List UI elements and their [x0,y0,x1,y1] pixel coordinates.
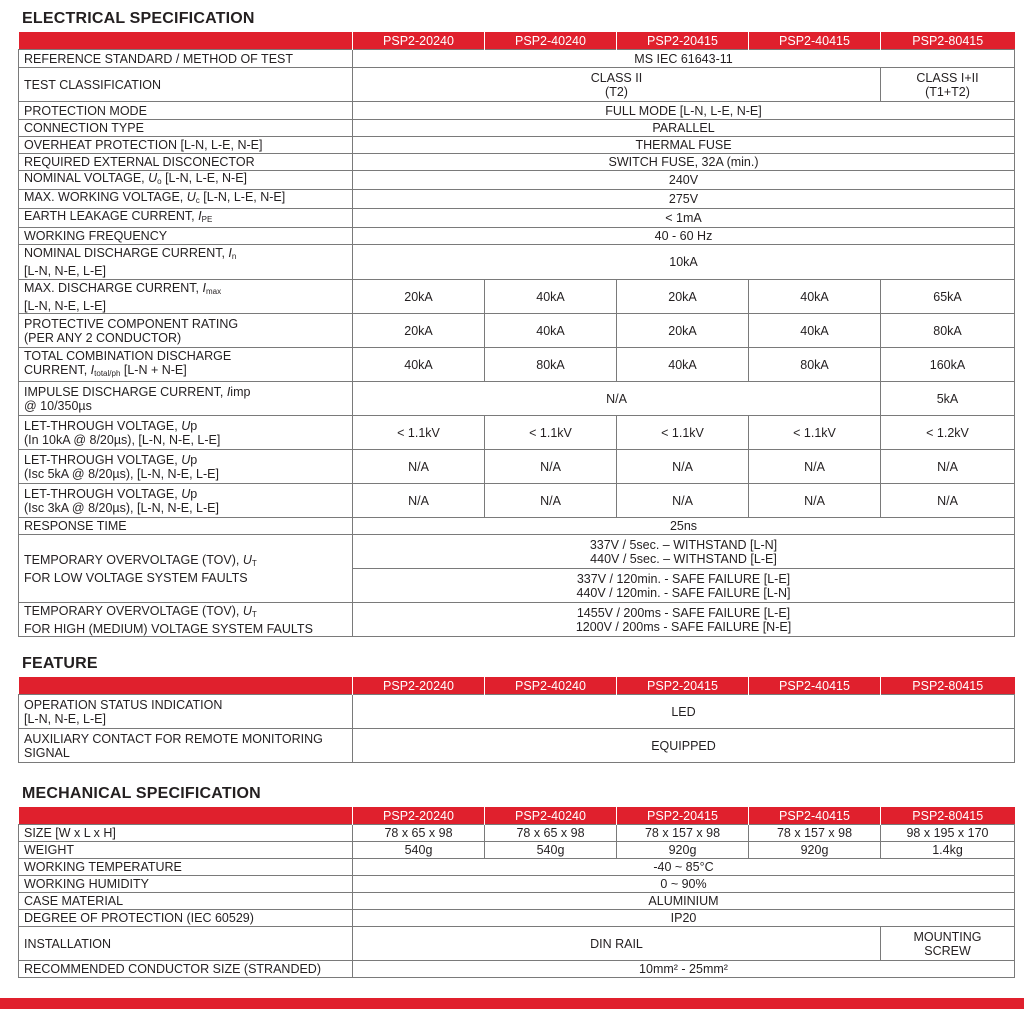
header-blank [19,677,353,695]
electrical-header-row [19,32,1015,50]
label-text: p [190,452,198,467]
row-label [19,348,353,382]
label-text: (Isc 5kA @ 8/20µs), [L-N, N-E, L-E] [24,466,219,481]
row-label [19,382,353,416]
value-line: 1200V / 200ms - SAFE FAILURE [N-E] [575,619,792,634]
model-header: PSP2-40415 [749,32,881,50]
row-value: N/A [353,382,881,416]
label-text: p [190,486,198,501]
value-line: SCREW [924,943,971,958]
header-blank [19,32,353,50]
table-row [19,729,1015,763]
row-value [353,535,1015,569]
table-row [19,910,1015,927]
table-row [19,450,1015,484]
label-text: CURRENT, [24,362,91,377]
symbol: U [181,452,191,467]
cell-value: N/A [353,450,485,484]
row-value: IP20 [353,910,1015,927]
row-label [19,190,353,209]
row-value: -40 ~ 85°C [353,859,1015,876]
model-header: PSP2-40240 [485,807,617,825]
row-label [19,314,353,348]
symbol: I [226,384,231,399]
table-row [19,535,1015,569]
value-line: 337V / 120min. - SAFE FAILURE [L-E] [576,571,791,586]
table-row [19,695,1015,729]
subscript: o [157,177,162,186]
value-line: 337V / 5sec. – WITHSTAND [L-N] [589,537,778,552]
row-value: THERMAL FUSE [353,137,1015,154]
cell-value: N/A [881,450,1015,484]
cell-value: N/A [749,450,881,484]
symbol: I [198,209,202,223]
table-row [19,348,1015,382]
subscript: n [231,252,237,261]
cell-value: 78 x 157 x 98 [749,825,881,842]
row-label: DEGREE OF PROTECTION (IEC 60529) [19,910,353,927]
table-row [19,68,1015,102]
row-value: 10mm² - 25mm² [353,961,1015,978]
row-label [19,535,353,603]
cell-value: 40kA [749,280,881,314]
cell-value: 78 x 157 x 98 [617,825,749,842]
row-label: CASE MATERIAL [19,893,353,910]
symbol: I [228,246,232,260]
row-label: REQUIRED EXTERNAL DISCONECTOR [19,154,353,171]
row-value: 10kA [353,245,1015,280]
cell-value: 40kA [617,348,749,382]
cell-value: 78 x 65 x 98 [353,825,485,842]
electrical-spec-table [18,32,1015,637]
table-row [19,102,1015,120]
symbol: U [186,190,196,204]
row-value: 25ns [353,518,1015,535]
table-row [19,484,1015,518]
table-row [19,825,1015,842]
label-text: [L-N, L-E, N-E] [161,171,248,185]
row-value: 0 ~ 90% [353,876,1015,893]
table-row [19,859,1015,876]
model-header: PSP2-40415 [749,807,881,825]
cell-value: 20kA [353,280,485,314]
symbol: I [90,362,95,377]
table-row [19,209,1015,228]
label-text: OPERATION STATUS INDICATION [24,697,223,712]
symbol: U [242,552,252,567]
label-text: MAX. WORKING VOLTAGE, [24,190,187,204]
cell-value: 40kA [485,280,617,314]
model-header: PSP2-40240 [485,32,617,50]
cell-value: < 1.1kV [353,416,485,450]
label-text: [L-N, L-E, N-E] [199,190,286,204]
model-header: PSP2-20240 [353,807,485,825]
table-row [19,842,1015,859]
row-value [881,68,1015,102]
row-value: FULL MODE [L-N, L-E, N-E] [353,102,1015,120]
model-header: PSP2-20415 [617,807,749,825]
header-blank [19,807,353,825]
label-text: TEMPORARY OVERVOLTAGE (TOV), [24,552,243,567]
model-header: PSP2-20240 [353,32,485,50]
label-text: TEMPORARY OVERVOLTAGE (TOV), [24,603,243,618]
subscript: T [251,558,257,568]
row-value: EQUIPPED [353,729,1015,763]
cell-value: 5kA [881,382,1015,416]
row-label: WEIGHT [19,842,353,859]
cell-value: N/A [353,484,485,518]
table-row [19,171,1015,190]
table-row [19,382,1015,416]
row-label: RECOMMENDED CONDUCTOR SIZE (STRANDED) [19,961,353,978]
symbol: U [148,171,158,185]
feature-header-row [19,677,1015,695]
label-text: TOTAL COMBINATION DISCHARGE [24,348,232,363]
bottom-accent-bar [0,998,1024,1009]
row-value: ALUMINIUM [353,893,1015,910]
row-label [19,280,353,314]
cell-value: N/A [485,484,617,518]
cell-value: N/A [749,484,881,518]
cell-value: 920g [749,842,881,859]
table-row [19,416,1015,450]
cell-value: 40kA [749,314,881,348]
table-row [19,137,1015,154]
row-label [19,171,353,190]
cell-value: N/A [485,450,617,484]
label-text: (PER ANY 2 CONDUCTOR) [24,330,182,345]
label-text: [L-N, N-E, L-E] [24,264,106,278]
symbol: U [181,418,191,433]
model-header: PSP2-20415 [617,32,749,50]
row-label: REFERENCE STANDARD / METHOD OF TEST [19,50,353,68]
cell-value: 20kA [353,314,485,348]
row-label: PROTECTION MODE [19,102,353,120]
table-row [19,961,1015,978]
cell-value: 40kA [485,314,617,348]
model-header: PSP2-20240 [353,677,485,695]
subscript: total/ph [94,368,121,378]
table-row [19,190,1015,209]
value-line: (T2) [605,84,628,99]
cell-value: 80kA [749,348,881,382]
label-text: [L-N, N-E, L-E] [24,711,106,726]
row-label: TEST CLASSIFICATION [19,68,353,102]
cell-value: N/A [617,450,749,484]
cell-value: N/A [881,484,1015,518]
label-text: p [190,418,198,433]
row-label [19,209,353,228]
row-value: < 1mA [353,209,1015,228]
row-label [19,695,353,729]
model-header: PSP2-80415 [881,32,1015,50]
cell-value: < 1.1kV [617,416,749,450]
cell-value: 98 x 195 x 170 [881,825,1015,842]
label-text: IMPULSE DISCHARGE CURRENT, [24,384,227,399]
row-value [353,603,1015,637]
label-text: (Isc 3kA @ 8/20µs), [L-N, N-E, L-E] [24,500,219,515]
cell-value: 920g [617,842,749,859]
row-value: PARALLEL [353,120,1015,137]
value-line: CLASS II [590,70,643,85]
label-text: FOR LOW VOLTAGE SYSTEM FAULTS [24,570,248,585]
row-value: 275V [353,190,1015,209]
subscript: PE [201,215,213,224]
table-row [19,228,1015,245]
row-value: SWITCH FUSE, 32A (min.) [353,154,1015,171]
label-text: LET-THROUGH VOLTAGE, [24,486,182,501]
mechanical-table [18,807,1015,978]
label-text: PROTECTIVE COMPONENT RATING [24,316,239,331]
row-label [19,245,353,280]
cell-value: < 1.1kV [749,416,881,450]
row-label [19,729,353,763]
cell-value: 160kA [881,348,1015,382]
cell-value: < 1.2kV [881,416,1015,450]
label-text: SIGNAL [24,745,70,760]
table-row [19,154,1015,171]
symbol: U [181,486,191,501]
cell-value: 80kA [881,314,1015,348]
label-text: LET-THROUGH VOLTAGE, [24,418,182,433]
label-text: (In 10kA @ 8/20µs), [L-N, N-E, L-E] [24,432,221,447]
row-value: LED [353,695,1015,729]
value-line: CLASS I+II [916,70,979,85]
label-text: AUXILIARY CONTACT FOR REMOTE MONITORING [24,731,323,746]
cell-value: 540g [353,842,485,859]
row-label: WORKING HUMIDITY [19,876,353,893]
subscript: T [251,609,257,619]
cell-value: 80kA [485,348,617,382]
electrical-section-title: ELECTRICAL SPECIFICATION [22,10,255,27]
row-label [19,603,353,637]
row-label: RESPONSE TIME [19,518,353,535]
table-row [19,120,1015,137]
table-row [19,893,1015,910]
row-value: DIN RAIL [353,927,881,961]
cell-value: 65kA [881,280,1015,314]
table-row [19,518,1015,535]
label-text: @ 10/350µs [24,398,92,413]
row-value [353,68,881,102]
subscript: c [195,196,200,205]
table-row [19,927,1015,961]
value-line: (T1+T2) [925,84,970,99]
value-line: 440V / 5sec. – WITHSTAND [L-E] [590,551,777,566]
value-line: 1455V / 200ms - SAFE FAILURE [L-E] [576,605,791,620]
model-header: PSP2-80415 [881,807,1015,825]
label-text: FOR HIGH (MEDIUM) VOLTAGE SYSTEM FAULTS [24,621,313,636]
cell-value: 20kA [617,314,749,348]
table-row [19,245,1015,280]
mechanical-section-title: MECHANICAL SPECIFICATION [22,785,261,802]
label-text: [L-N, N-E, L-E] [24,298,106,313]
row-value: MS IEC 61643-11 [353,50,1015,68]
row-label [19,484,353,518]
label-text: imp [230,384,251,399]
cell-value: 1.4kg [881,842,1015,859]
feature-table [18,677,1015,763]
row-label: WORKING TEMPERATURE [19,859,353,876]
label-text: MAX. DISCHARGE CURRENT, [24,280,203,295]
model-header: PSP2-40240 [485,677,617,695]
value-line: MOUNTING [913,929,982,944]
row-label [19,450,353,484]
row-value: 240V [353,171,1015,190]
label-text: EARTH LEAKAGE CURRENT, [24,209,199,223]
cell-value: 540g [485,842,617,859]
symbol: I [202,280,206,295]
cell-value: 20kA [617,280,749,314]
row-label: SIZE [W x L x H] [19,825,353,842]
model-header: PSP2-80415 [881,677,1015,695]
subscript: max [205,286,222,296]
row-label: CONNECTION TYPE [19,120,353,137]
row-label: OVERHEAT PROTECTION [L-N, L-E, N-E] [19,137,353,154]
row-value [353,569,1015,603]
table-row [19,314,1015,348]
row-label: WORKING FREQUENCY [19,228,353,245]
model-header: PSP2-40415 [749,677,881,695]
cell-value: 40kA [353,348,485,382]
feature-section-title: FEATURE [22,655,98,672]
label-text: [L-N + N-E] [120,362,187,377]
table-row [19,280,1015,314]
table-row [19,50,1015,68]
mechanical-header-row [19,807,1015,825]
table-row [19,876,1015,893]
model-header: PSP2-20415 [617,677,749,695]
label-text: LET-THROUGH VOLTAGE, [24,452,182,467]
value-line: 440V / 120min. - SAFE FAILURE [L-N] [576,585,791,600]
row-label [19,416,353,450]
label-text: NOMINAL VOLTAGE, [24,171,149,185]
label-text: NOMINAL DISCHARGE CURRENT, [24,246,229,260]
cell-value [881,927,1015,961]
cell-value: < 1.1kV [485,416,617,450]
symbol: U [242,603,252,618]
row-value: 40 - 60 Hz [353,228,1015,245]
row-label: INSTALLATION [19,927,353,961]
cell-value: 78 x 65 x 98 [485,825,617,842]
cell-value: N/A [617,484,749,518]
table-row [19,603,1015,637]
